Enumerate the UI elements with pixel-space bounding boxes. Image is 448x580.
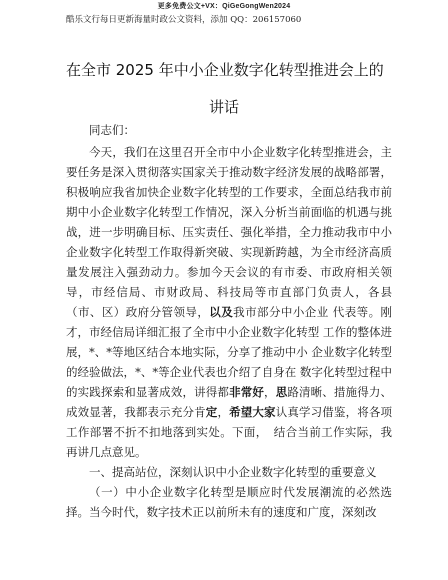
document-title: 在全市 2025 年中小企业数字化转型推进会上的 xyxy=(66,61,384,79)
paragraph-section-1-1: （一）中小企业数字化转型是顺应时代发展潮流的必然选择。当今时代，数字技术正以前所未有的速度和广度，深刻改 xyxy=(66,485,392,519)
intro-text-3: ， xyxy=(264,385,276,399)
document-subtitle: 讲话 xyxy=(208,98,239,116)
intro-bold-1: 以及 xyxy=(209,305,234,319)
section-heading-1: 一、提高站位，深刻认识中小企业数字化转型的重要意义 xyxy=(89,465,377,479)
intro-text-4: 路清晰、措施得力、成效显著，我都表示充分肯 xyxy=(66,385,393,419)
intro-text-5: ， xyxy=(217,405,230,419)
intro-text-6: 认真学习借鉴，将各项工作部署不折不扣地落到实处。下面， 结合当前工作实际，我再讲几点意见。 xyxy=(66,405,393,459)
header-note: 酷乐文行每日更新海量时政公文资料，添加 QQ：206157060 xyxy=(66,15,302,25)
top-banner: 更多免费公文+VX：QiGeGongWen2024 xyxy=(157,3,291,10)
intro-bold-5: 希望大家 xyxy=(229,405,276,419)
paragraph-intro xyxy=(66,142,392,462)
intro-text-2: 我市部分中小企业 代表等。刚才，市经信局详细汇报了全市中小企业数字化转型 工作的整体进展，*、*等地区结合本地实际，分享了推动中小 企业数字化转型的经验做法，*、*等企业代表也介绍了自身在 数字化转型过程中的实践探索和显著成效，讲得都 xyxy=(66,305,393,399)
document-body xyxy=(66,120,392,522)
greeting: 同志们： xyxy=(89,123,135,137)
intro-bold-2: 非常好 xyxy=(229,385,265,399)
intro-bold-3: 思 xyxy=(275,385,288,399)
intro-bold-4: 定 xyxy=(205,405,218,419)
intro-text-1: 今天，我们在这里召开全市中小企业数字化转型推进会，主要任务是深入贯彻落实国家关于推动数字经济发展的战略部署，积极响应我省加快企业数字化转型的工作要求，全面总结我市前期中小企业数字化转型工作情况，深入分析当前面临的机遇与挑战，进一步明确目标、压实责任、强化举措，全力推动我市中小企业数字化转型工作取得新突破、实现新跨越，为全市经济高质量发展注入强劲动力。参加今天会议的有市委、市政府相关领导，市经信局、市财政局、科技局等市直部门负责人，各县（市、区）政府分管领导， xyxy=(66,145,392,319)
